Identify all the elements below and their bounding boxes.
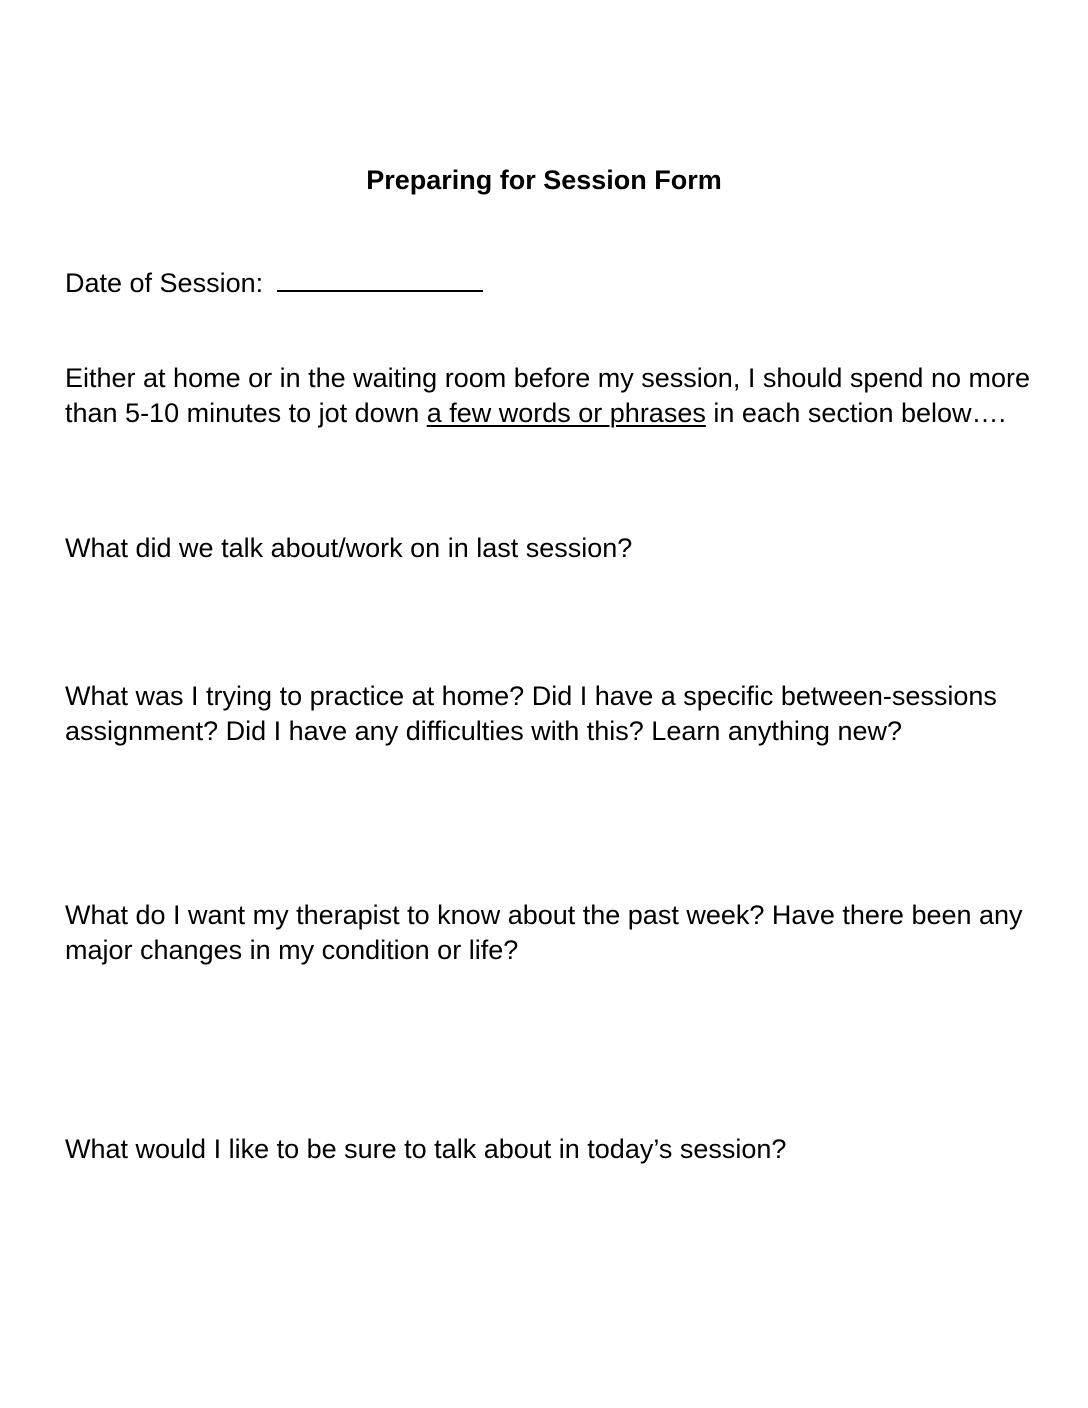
form-title: Preparing for Session Form: [366, 165, 722, 195]
question-today-topics: What would I like to be sure to talk about in today’s session?: [65, 1134, 787, 1164]
instructions-paragraph: [65, 361, 1055, 431]
instructions-underlined-phrase: a few words or phrases: [426, 398, 706, 428]
date-of-session-row: [65, 262, 1055, 301]
date-of-session-label: Date of Session:: [65, 268, 264, 298]
question-last-session: What did we talk about/work on in last session?: [65, 533, 633, 563]
date-of-session-blank-line[interactable]: [277, 262, 483, 292]
question-home-practice: What was I trying to practice at home? Did I have a specific between-sessions assignment? Did I have any difficulties with this? Learn anything new?: [65, 681, 997, 746]
question-past-week: What do I want my therapist to know about the past week? Have there been any major changes in my condition or life?: [65, 900, 1023, 965]
instructions-text-start: Either at home or in the waiting room before my session, I should spend no more than 5-10 minutes to jot down: [65, 363, 1030, 428]
instructions-text-end: in each section below….: [705, 398, 1007, 428]
